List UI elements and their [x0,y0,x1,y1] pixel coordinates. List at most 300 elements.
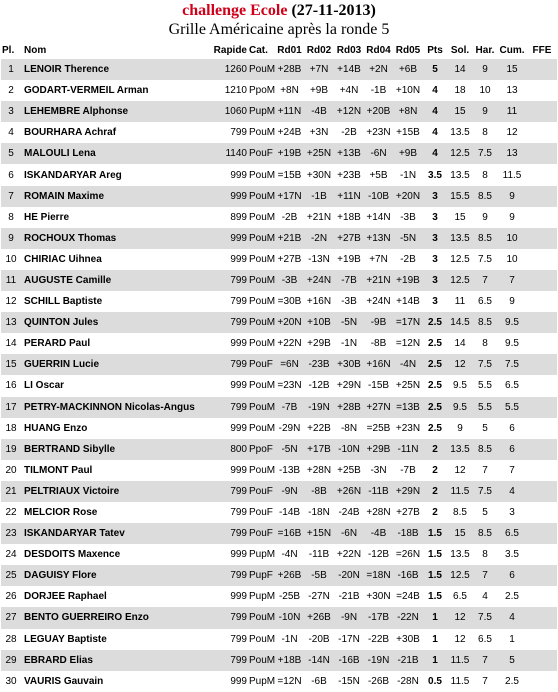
cell-har: 7 [473,565,497,586]
cell-rd05: +8N [393,101,423,122]
cell-rapide: 799 [205,354,247,375]
cell-sol: 13.5 [447,228,473,249]
cell-rapide: 799 [205,607,247,628]
cell-cum: 6 [509,422,515,434]
cell-rd03: +22N [336,549,362,561]
cell-ffe [527,397,557,418]
cell-cat: PouF [247,354,275,375]
cell-rd01: -14B [278,507,301,519]
cell-har: 5 [482,422,488,434]
cell-pts: 2.5 [428,338,442,350]
cell-rapide: 999 [230,591,247,603]
cell-rd02: -8B [304,481,334,502]
table-row [1,607,557,628]
cell-ffe [527,418,557,439]
cell-cat: PouM [247,186,275,207]
table-row [1,333,557,354]
cell-har: 8.5 [473,439,497,460]
table-row [1,460,557,481]
cell-rd01: -4N [281,549,298,561]
cell-rd02: -5B [304,565,334,586]
cell-ffe [527,80,557,101]
cell-pl: 17 [1,397,20,418]
cell-rd03: +18B [337,211,361,223]
cell-har: 6.5 [478,633,492,645]
cell-rapide: 799 [205,481,247,502]
cell-cat: PouM [247,650,275,671]
cell-rd04: -19N [364,650,393,671]
cell-pl: 24 [5,549,17,561]
cell-pts: 2 [432,464,438,476]
cell-rd05: -2B [400,253,416,265]
cell-cum: 13 [506,85,518,97]
cell-pl: 26 [5,591,17,603]
cell-rd01: =16B [275,523,304,544]
cell-rapide: 999 [230,549,247,561]
cell-rapide: 799 [205,312,247,333]
cell-pl: 7 [1,186,20,207]
cell-rd05: =17N [393,312,423,333]
table-row [1,397,557,418]
cell-sol: 13.5 [450,127,470,139]
cell-rapide: 999 [230,253,247,265]
cell-nom: LEHEMBRE Alphonse [20,101,205,122]
cell-rd02: -1B [304,186,334,207]
cell-pts: 1 [432,633,438,645]
cell-pl: 8 [8,211,14,223]
cell-rd05: +30B [396,633,420,645]
cell-cat: PouM [249,380,275,392]
cell-pts: 2.5 [423,354,447,375]
cell-nom: LEGUAY Baptiste [24,633,107,645]
cell-pl: 4 [8,127,14,139]
cell-pts: 3 [423,228,447,249]
cell-rd01: -5N [275,439,304,460]
cell-rd01: =23N [277,380,302,392]
cell-pts: 4 [423,101,447,122]
cell-rd04: -3N [370,464,387,476]
cell-pl: 5 [1,143,20,164]
cell-nom: QUINTON Jules [20,312,205,333]
cell-pts: 0.5 [428,675,442,687]
cell-rd02: -27N [308,591,330,603]
cell-har: 8 [482,549,488,561]
cell-pts: 2 [432,507,438,519]
cell-ffe [527,375,557,396]
cell-cat: PupM [249,549,275,561]
cell-rapide: 999 [230,338,247,350]
cell-rd02: -20B [308,633,330,645]
table-row [1,101,557,122]
cell-cat: PupM [247,101,275,122]
cell-ffe [527,607,557,628]
cell-har: 7.5 [473,481,497,502]
table-row [1,312,557,333]
cell-rd03: -5N [334,312,364,333]
cell-sol: 12.5 [450,253,470,265]
cell-har: 8 [482,169,488,181]
cell-pts: 2 [423,481,447,502]
cell-har: 7.5 [473,354,497,375]
cell-har: 6.5 [478,296,492,308]
cell-pl: 25 [1,565,20,586]
table-row [1,143,557,164]
table-row [1,270,557,291]
cell-rd04: +27N [364,397,393,418]
cell-rd01: +17N [275,186,304,207]
cell-rd05: -11N [393,439,423,460]
cell-sol: 11 [454,296,466,308]
cell-rd02: +3N [309,127,329,139]
cell-rd05: +20N [393,186,423,207]
cell-rd05: -1N [399,169,417,181]
cell-rd03: +28B [334,397,364,418]
cell-cum: 4 [497,607,527,628]
cell-ffe [527,228,557,249]
cell-rd05: +14B [396,296,420,308]
cell-sol: 8.5 [453,507,467,519]
cell-rd03: +13B [334,143,364,164]
cell-rapide: 799 [205,397,247,418]
cell-nom: GUERRIN Lucie [20,354,205,375]
cell-har: 7 [473,270,497,291]
cell-cat: PpoM [249,85,275,97]
cell-cat: PupM [249,675,275,687]
cell-rd01: -7B [275,397,304,418]
cell-sol: 11.5 [447,650,473,671]
cell-rd02: +22B [307,422,331,434]
cell-rd02: -19N [304,397,334,418]
cell-rd02: -2N [304,228,334,249]
cell-rd01: -1N [281,633,298,645]
cell-pts: 3 [423,270,447,291]
col-header-rd05: Rd05 [395,44,421,56]
cell-rd03: -17N [338,633,360,645]
cell-sol: 13.5 [447,439,473,460]
col-header-rd04: Rd04 [366,44,391,56]
cell-rd02: -11B [308,549,330,561]
table-row [1,291,557,312]
cell-pts: 3 [423,186,447,207]
cell-nom: LI Oscar [24,380,65,392]
table-row [1,418,557,439]
cell-rd01: -10N [275,607,304,628]
cell-nom: BOURHARA Achraf [24,127,117,139]
cell-rd03: -10N [334,439,364,460]
table-row [1,207,557,228]
cell-cat: PouM [249,169,275,181]
cell-har: 7 [482,464,488,476]
col-header-sol: Sol. [450,44,470,56]
cell-har: 7 [482,675,488,687]
cell-nom: HE Pierre [24,211,70,223]
cell-rd04: -26B [367,675,390,687]
cell-har: 4 [482,591,488,603]
cell-pts: 2.5 [428,422,442,434]
cell-sol: 15 [447,101,473,122]
cell-pts: 1 [423,650,447,671]
cell-rd04: -11B [364,481,393,502]
cell-rd01: +8N [280,85,299,97]
cell-rd01: +20N [275,312,304,333]
table-row [1,186,557,207]
cell-pts: 3.5 [428,169,442,181]
grid-subtitle: Grille Américaine après la ronde 5 [168,21,390,38]
cell-cum: 9.5 [505,338,519,350]
cell-rd02: -23B [304,354,334,375]
cell-nom: GODART-VERMEIL Arman [24,85,149,97]
table-row [1,481,557,502]
cell-rd04: -1B [370,85,387,97]
cell-ffe [527,207,557,228]
cell-sol: 18 [454,85,466,97]
page-header [0,0,558,39]
cell-rd05: +9B [393,143,423,164]
cell-sol: 12 [447,354,473,375]
cell-rd04: -10B [364,186,393,207]
cell-pts: 1.5 [423,565,447,586]
cell-har: 8.5 [473,312,497,333]
cell-rapide: 999 [230,380,247,392]
cell-rapide: 799 [205,650,247,671]
col-header-ffe: FFE [532,44,552,56]
cell-rd01: -2B [281,211,298,223]
cell-pl: 22 [5,507,17,519]
cell-rd04: -4B [364,523,393,544]
cell-rd04: +13N [364,228,393,249]
cell-ffe [527,650,557,671]
cell-rd02: +16N [306,296,332,308]
cell-rd02: -14N [304,650,334,671]
cell-pts: 5 [423,59,447,80]
cell-cum: 1 [509,633,515,645]
cell-ffe [527,523,557,544]
cell-rd05: =13B [393,397,423,418]
cell-nom: ROMAIN Maxime [20,186,205,207]
cell-ffe [527,186,557,207]
cell-har: 8 [482,127,488,139]
cell-cat: PouF [247,523,275,544]
table-row [1,565,557,586]
cell-rd01: -25B [278,591,301,603]
cell-rd02: +17B [304,439,334,460]
cell-rd04: +23N [366,127,391,139]
cell-rd04: -22B [367,633,390,645]
cell-rapide: 799 [205,565,247,586]
table-row [1,671,557,692]
cell-har: 8.5 [473,523,497,544]
cell-rapide: 799 [230,507,247,519]
tournament-name: challenge Ecole [182,2,288,19]
cell-rd04: -6N [364,143,393,164]
cell-cum: 13 [497,143,527,164]
table-row [1,354,557,375]
cell-nom: AUGUSTE Camille [20,270,205,291]
cell-cum: 15 [497,59,527,80]
col-header-rd02: Rd02 [306,44,332,56]
cell-cat: PouM [249,127,275,139]
cell-har: 7.5 [478,253,492,265]
tournament-title [0,1,558,20]
cell-rd01: -13B [278,464,301,476]
cell-har: 5.5 [478,380,492,392]
cell-rd02: +21N [306,211,332,223]
cell-sol: 13.5 [450,169,470,181]
cell-nom: ROCHOUX Thomas [20,228,205,249]
cell-rapide: 1060 [205,101,247,122]
cell-cat: PouM [247,607,275,628]
cell-ffe [527,481,557,502]
cell-rd03: +23B [337,169,361,181]
cell-pts: 1 [423,607,447,628]
cell-pl: 29 [1,650,20,671]
cell-rd03: +4N [339,85,359,97]
cell-nom: SCHILL Baptiste [24,296,103,308]
cell-cat: PouM [249,464,275,476]
cell-pl: 19 [1,439,20,460]
cell-pts: 3 [432,253,438,265]
table-row [1,650,557,671]
cell-cum: 9 [509,296,515,308]
cell-rd04: +28N [366,507,391,519]
cell-ffe [527,439,557,460]
cell-cat: PouM [247,270,275,291]
cell-rd05: +27B [396,507,420,519]
cell-rapide: 799 [230,296,247,308]
cell-nom: DORJEE Raphael [24,591,107,603]
cell-nom: PERARD Paul [24,338,91,350]
cell-ffe [527,101,557,122]
cell-cum: 5 [497,650,527,671]
cell-nom: DAGUISY Flore [20,565,205,586]
cell-ffe [527,629,557,650]
table-header-row [1,41,557,59]
cell-rd05: -22N [393,607,423,628]
table-row [1,228,557,249]
cell-rd02: +29B [307,338,331,350]
cell-rd04: =25B [366,422,391,434]
cell-sol: 12.5 [447,565,473,586]
cell-rd04: +16N [364,354,393,375]
cell-rd03: -8N [340,422,358,434]
cell-cum: 7.5 [497,354,527,375]
cell-rd02: -6B [311,675,327,687]
cell-ffe [527,460,557,481]
cell-rd02: -13N [308,253,330,265]
cell-nom: ISKANDARYAR Tatev [20,523,205,544]
cell-rd03: -1N [340,338,358,350]
cell-rd02: -18N [308,507,330,519]
table-row [1,375,557,396]
cell-rd01: =12N [277,675,302,687]
cell-sol: 14.5 [447,312,473,333]
cell-rd01: +19B [275,143,304,164]
cell-sol: 15 [454,211,466,223]
cell-cat: PpoF [247,439,275,460]
cell-rd01: -29N [278,422,301,434]
cell-pl: 6 [8,169,14,181]
col-header-rapide: Rapide [213,44,247,56]
cell-rd01: =30B [277,296,302,308]
cell-nom: ISKANDARYAR Areg [24,169,122,181]
cell-cat: PouF [249,507,273,519]
cell-sol: 14 [447,59,473,80]
col-header-har: Har. [475,44,495,56]
cell-sol: 12 [447,607,473,628]
cell-cum: 10 [497,228,527,249]
cell-ffe [527,312,557,333]
cell-pl: 18 [5,422,17,434]
cell-rapide: 799 [230,127,247,139]
cell-rd01: +22N [277,338,302,350]
cell-cat: PouM [249,296,275,308]
cell-pts: 1.5 [428,549,442,561]
col-header-pts: Pts [427,44,443,56]
cell-ffe [527,249,557,270]
cell-rd04: +21N [364,270,393,291]
cell-sol: 13.5 [450,549,470,561]
cell-pts: 2.5 [423,312,447,333]
cell-rapide: 999 [230,422,247,434]
table-row [1,59,557,80]
cell-rd01: -3B [275,270,304,291]
cell-rd02: +15N [304,523,334,544]
cell-cum: 11.5 [502,169,522,181]
cell-sol: 9 [457,422,463,434]
cell-nom: MELCIOR Rose [24,507,98,519]
col-header-pl: Pl. [2,44,15,56]
cell-rd04: +7N [369,253,388,265]
cell-rd03: +25B [337,464,361,476]
cell-har: 7.5 [473,607,497,628]
cell-rd03: -7B [334,270,364,291]
cell-sol: 11.5 [447,481,473,502]
cell-sol: 9.5 [453,380,467,392]
cell-cat: PouM [249,211,275,223]
cell-rd05: -16B [393,565,423,586]
cell-rapide: 999 [230,464,247,476]
cell-rd01: +18B [275,650,304,671]
table-row [1,439,557,460]
cell-cat: PouM [249,633,275,645]
cell-nom: DESDOITS Maxence [24,549,121,561]
cell-rd03: -2B [341,127,357,139]
cell-cum: 6 [497,439,527,460]
cell-har: 8.5 [473,186,497,207]
cell-nom: BERTRAND Sibylle [20,439,205,460]
cell-rd04: +2N [364,59,393,80]
cell-rd01: +26B [275,565,304,586]
cell-rd05: +6B [393,59,423,80]
cell-rd03: -20N [334,565,364,586]
cell-ffe [527,122,557,143]
cell-sol: 9.5 [447,397,473,418]
cell-rd01: +11N [275,101,304,122]
cell-rd05: +19B [393,270,423,291]
cell-rd05: -21B [393,650,423,671]
cell-rd03: +27B [334,228,364,249]
cell-ffe [527,671,557,692]
cell-nom: LENOIR Therence [20,59,205,80]
cell-rd02: +10B [304,312,334,333]
col-header-cat: Cat. [249,44,268,56]
cell-cum: 3.5 [505,549,519,561]
standings-table [1,41,557,692]
cell-ffe [527,333,557,354]
cell-rd05: =24B [396,591,420,603]
cell-rd02: +24N [304,270,334,291]
cell-rd04: +5B [369,169,388,181]
